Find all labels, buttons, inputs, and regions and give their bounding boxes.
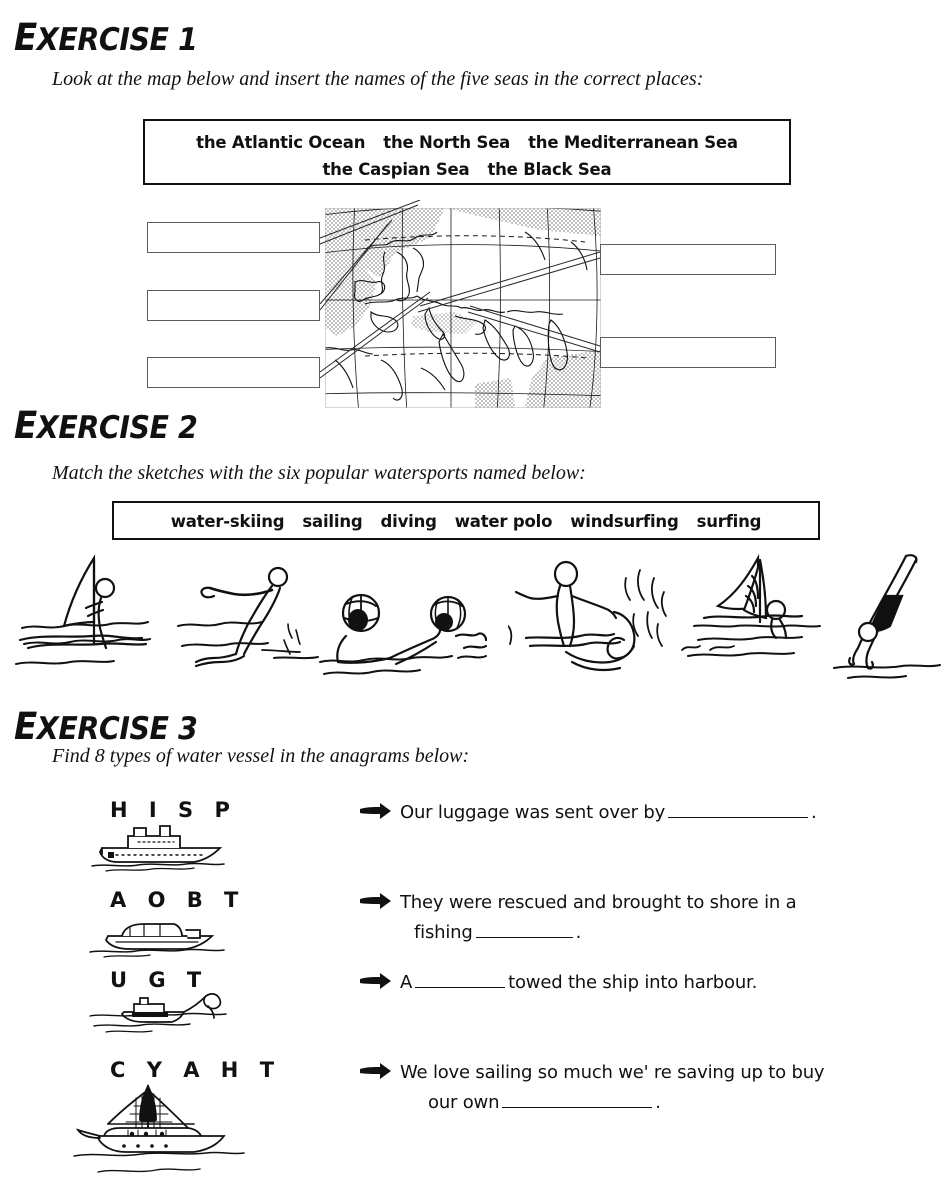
arrow-bullet-1 [358,802,392,825]
exercise-3-instruction: Find 8 types of water vessel in the anagrams below: [52,745,470,767]
exercise-1-label-box-left-1[interactable] [147,222,320,253]
exercise-1-word-bank [143,119,791,185]
anagram-text-1: H I S P [110,798,237,822]
sentence-3-part-1: A [400,972,413,993]
windsurfing-sketch [6,552,156,677]
arrow-icon [358,972,392,990]
exercise-2-instruction: Match the sketches with the six popular watersports named below: [52,462,586,484]
sentence-4-part-1: We love sailing so much we' re saving up to buy [400,1062,825,1083]
exercise-2-heading-rest: XERCISE 2 [36,410,198,446]
sentence-4 [400,1058,920,1118]
arrow-bullet-3 [358,972,392,995]
word-bank-item[interactable]: the Atlantic Ocean [196,133,366,152]
diving-svg [828,550,943,680]
yacht-svg [68,1080,248,1190]
yacht-sketch [68,1080,248,1190]
arrow-icon [358,1062,392,1080]
exercise-1-label-box-left-2[interactable] [147,290,320,321]
ship-svg [88,822,228,872]
water-polo-svg [318,592,488,682]
exercise-3-heading-rest: XERCISE 3 [36,711,198,747]
exercise-3-heading [14,705,197,748]
word-bank-item[interactable]: surfing [696,512,762,531]
word-bank-item[interactable]: diving [380,512,437,531]
word-bank-item[interactable]: water-skiing [170,512,285,531]
diving-sketch [828,550,943,680]
answer-blank-1[interactable] [668,802,808,818]
answer-blank-4[interactable] [502,1092,652,1108]
word-bank-row-1 [114,508,818,535]
exercise-2-word-bank [112,501,820,540]
surfing-sketch [508,552,678,677]
exercise-1-instruction: Look at the map below and insert the names of the five seas in the correct places: [52,68,704,90]
anagram-text-2: A O B T [110,888,246,912]
word-bank-item[interactable]: the Mediterranean Sea [528,133,738,152]
sentence-2-part-2: . [575,922,582,943]
exercise-1-heading [14,16,197,59]
ship-sketch [88,822,228,872]
exercise-1-label-box-right-1[interactable] [600,244,776,275]
sailing-svg [674,552,834,677]
arrow-icon [358,802,392,820]
sentence-2-line-2-prefix: fishing [414,922,473,943]
exercise-1-heading-initial: E [14,16,37,59]
tugboat-sketch [88,988,238,1036]
word-bank-item[interactable]: the Caspian Sea [322,160,470,179]
exercise-1-label-box-left-3[interactable] [147,357,320,388]
sailing-sketch [674,552,834,677]
anagram-text-3: U G T [110,968,209,992]
word-bank-row-2 [145,156,789,183]
tugboat-svg [88,988,238,1036]
exercise-1-label-box-right-2[interactable] [600,337,776,368]
sentence-3 [400,968,900,998]
word-bank-item[interactable]: the Black Sea [487,160,612,179]
anagram-text-4: C Y A H T [110,1058,282,1082]
word-bank-item[interactable]: water polo [454,512,553,531]
water-polo-sketch [318,592,488,682]
arrow-bullet-4 [358,1062,392,1085]
word-bank-item[interactable]: the North Sea [383,133,511,152]
sentence-1 [400,798,920,828]
water-skiing-svg [176,560,336,675]
word-bank-row-1 [145,129,789,156]
windsurfing-svg [6,552,156,677]
arrow-bullet-2 [358,892,392,915]
sentence-4-part-2: . [655,1092,661,1113]
sentence-1-part-2: . [811,802,817,823]
word-bank-item[interactable]: sailing [302,512,363,531]
motorboat-sketch [88,912,228,958]
motorboat-svg [88,912,228,958]
surfing-svg [508,552,678,677]
exercise-3-heading-initial: E [14,705,37,748]
sentence-4-line-2-prefix: our own [428,1092,500,1113]
exercise-1-heading-rest: XERCISE 1 [36,22,198,58]
exercise-2-heading [14,404,197,447]
water-skiing-sketch [176,560,336,675]
answer-blank-2[interactable] [476,922,573,938]
sentence-1-part-1: Our luggage was sent over by [400,802,666,823]
sentence-3-part-2: towed the ship into harbour. [508,972,758,993]
arrow-icon [358,892,392,910]
sentence-2-part-1: They were rescued and brought to shore in a [400,892,797,913]
map-leader-lines [0,200,951,415]
word-bank-item[interactable]: windsurfing [570,512,679,531]
sentence-2 [400,888,900,948]
answer-blank-3[interactable] [415,972,505,988]
exercise-2-heading-initial: E [14,404,37,447]
